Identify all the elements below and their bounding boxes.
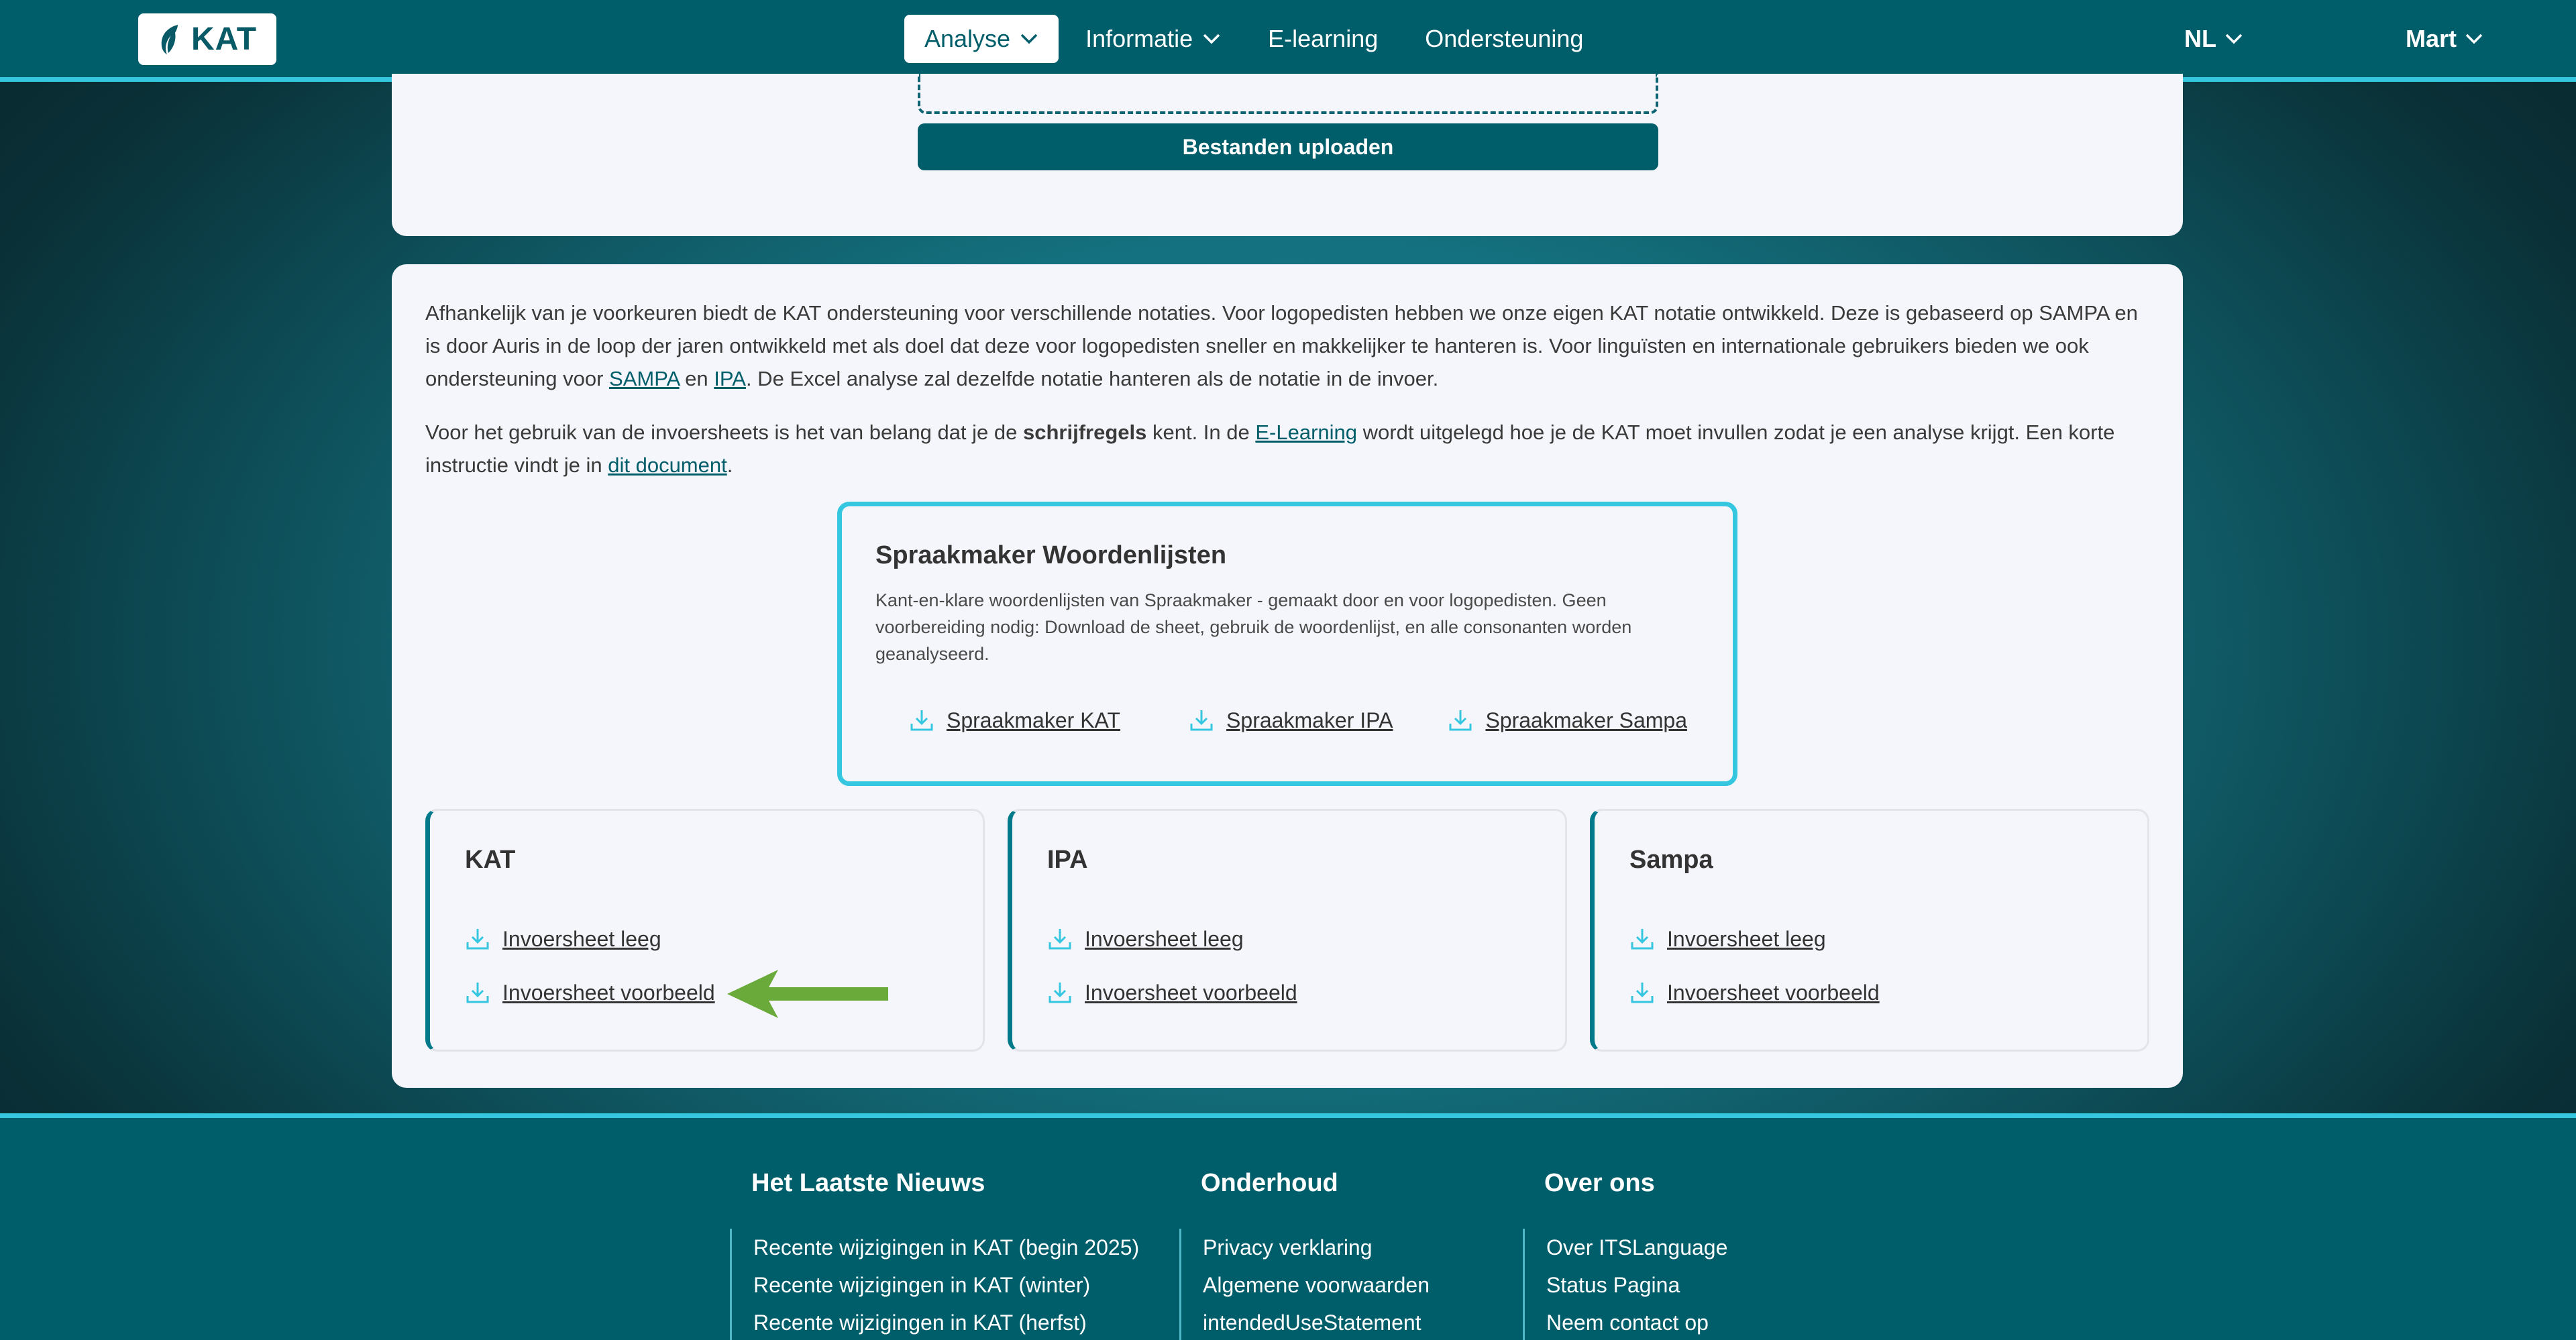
main-nav	[904, 15, 1610, 63]
download-link-label: Invoersheet voorbeeld	[1085, 980, 1297, 1005]
footer-heading: Het Laatste Nieuws	[751, 1169, 985, 1197]
kat-invoersheet-voorbeeld-link[interactable]	[465, 980, 715, 1005]
spraakmaker-title: Spraakmaker Woordenlijsten	[875, 541, 1227, 569]
footer-link[interactable]: Neem contact op	[1546, 1310, 1709, 1335]
nav-item-label: Analyse	[924, 25, 1011, 52]
footer-link[interactable]: Over ITSLanguage	[1546, 1235, 1728, 1260]
paragraph-text: Voor het gebruik van de invoersheets is het van belang dat je de	[425, 421, 1023, 444]
download-link-label: Invoersheet leeg	[502, 926, 661, 951]
kat-feather-logo-icon	[158, 23, 182, 56]
footer-link-list	[730, 1229, 1139, 1340]
green-arrow-left-icon	[727, 970, 888, 1018]
footer-link[interactable]: Algemene voorwaarden	[1203, 1273, 1430, 1297]
notation-info-card	[392, 264, 2183, 1088]
download-icon	[1629, 980, 1655, 1005]
ipa-notation-card	[1008, 809, 1567, 1052]
spraakmaker-sampa-download-link[interactable]	[1448, 708, 1687, 733]
footer-link-list	[1179, 1229, 1430, 1340]
paragraph-text: en	[679, 367, 714, 390]
footer-heading: Onderhoud	[1201, 1169, 1338, 1197]
upload-files-button[interactable]: Bestanden uploaden	[918, 123, 1658, 170]
footer-heading: Over ons	[1544, 1169, 1655, 1197]
paragraph-text: .	[727, 453, 733, 477]
spraakmaker-kat-download-link[interactable]	[909, 708, 1120, 733]
download-link-label: Spraakmaker Sampa	[1485, 708, 1688, 732]
nav-item-informatie[interactable]	[1065, 15, 1241, 63]
download-link-label: Invoersheet voorbeeld	[1667, 980, 1880, 1005]
nav-item-label: E-learning	[1268, 25, 1379, 52]
footer-column-maintenance	[1201, 1169, 1430, 1340]
footer-column-news	[751, 1169, 1139, 1340]
download-link-label: Spraakmaker IPA	[1226, 708, 1393, 732]
spraakmaker-ipa-download-link[interactable]	[1189, 708, 1393, 733]
download-icon	[1448, 708, 1473, 733]
nav-item-e-learning[interactable]	[1248, 15, 1398, 63]
logo-text: KAT	[191, 21, 258, 57]
footer-link[interactable]: Recente wijzigingen in KAT (begin 2025)	[753, 1235, 1140, 1260]
ipa-invoersheet-voorbeeld-link[interactable]	[1047, 980, 1297, 1005]
nav-item-label: Informatie	[1085, 25, 1193, 52]
user-name: Mart	[2406, 25, 2457, 52]
paragraph-text: Afhankelijk van je voorkeuren biedt de KAT ondersteuning voor verschillende notaties. Voor logopedisten hebben we onze eigen KAT notatie ontwikkeld. Deze is gebaseerd op SAMPA en is door Auris in de loop der jaren ontwikkeld met als doel dat deze voor logopedisten sneller en makkelijker te hanteren is. Voor linguïsten en internationale gebruikers bieden we ook ondersteuning voor	[425, 301, 2138, 390]
kat-invoersheet-leeg-link[interactable]	[465, 926, 661, 952]
download-link-label: Invoersheet leeg	[1085, 926, 1244, 951]
footer-link[interactable]: Recente wijzigingen in KAT (herfst)	[753, 1310, 1087, 1335]
ipa-link[interactable]: IPA	[714, 367, 746, 390]
notation-card-title: KAT	[465, 846, 516, 874]
instruction-document-link[interactable]: dit document	[608, 453, 727, 477]
download-icon	[1047, 980, 1073, 1005]
e-learning-link[interactable]: E-Learning	[1255, 421, 1358, 444]
top-navbar	[0, 0, 2576, 82]
notation-card-title: Sampa	[1629, 846, 1713, 874]
footer	[0, 1113, 2576, 1340]
chevron-down-icon	[2224, 33, 2243, 45]
sampa-notation-card	[1590, 809, 2149, 1052]
paragraph-text: . De Excel analyse zal dezelfde notatie hanteren als de notatie in de invoer.	[745, 367, 1439, 390]
language-selector[interactable]	[2184, 15, 2243, 63]
download-link-label: Invoersheet voorbeeld	[502, 980, 715, 1005]
upload-card	[392, 74, 2183, 236]
notation-intro-paragraph	[425, 296, 2156, 395]
footer-link[interactable]: Privacy verklaring	[1203, 1235, 1373, 1260]
download-link-label: Spraakmaker KAT	[947, 708, 1121, 732]
footer-link[interactable]: Status Pagina	[1546, 1273, 1680, 1297]
download-icon	[465, 926, 490, 952]
download-icon	[1189, 708, 1214, 733]
download-link-label: Invoersheet leeg	[1667, 926, 1826, 951]
sampa-invoersheet-leeg-link[interactable]	[1629, 926, 1826, 952]
chevron-down-icon	[1020, 33, 1038, 45]
kat-logo[interactable]	[138, 13, 276, 65]
user-menu[interactable]	[2406, 15, 2483, 63]
paragraph-text: kent. In de	[1146, 421, 1256, 444]
spraakmaker-download-links	[909, 708, 1687, 733]
sampa-link[interactable]: SAMPA	[609, 367, 680, 390]
nav-item-ondersteuning[interactable]	[1405, 15, 1603, 63]
ipa-invoersheet-leeg-link[interactable]	[1047, 926, 1244, 952]
file-dropzone[interactable]	[918, 74, 1658, 114]
chevron-down-icon	[2465, 33, 2483, 45]
paragraph-text: wordt uitgelegd hoe je de KAT moet invullen zodat je een analyse krijgt. Een korte instructie vindt je in	[425, 421, 2115, 477]
spraakmaker-description: Kant-en-klare woordenlijsten van Spraakmaker - gemaakt door en voor logopedisten. Geen voorbereiding nodig: Download de sheet, gebruik de woordenlijst, en alle consonanten worden geanalyseerd.	[875, 590, 1632, 664]
notation-card-title: IPA	[1047, 846, 1088, 874]
sampa-invoersheet-voorbeeld-link[interactable]	[1629, 980, 1880, 1005]
download-icon	[1629, 926, 1655, 952]
download-icon	[1047, 926, 1073, 952]
spraakmaker-wordlists-box	[837, 502, 1737, 786]
schrijfregels-bold: schrijfregels	[1023, 421, 1147, 444]
footer-column-about	[1544, 1169, 1727, 1340]
chevron-down-icon	[1202, 33, 1221, 45]
nav-item-label: Ondersteuning	[1425, 25, 1584, 52]
nav-item-analyse[interactable]	[904, 15, 1059, 63]
footer-link[interactable]: Recente wijzigingen in KAT (winter)	[753, 1273, 1091, 1297]
footer-link-list	[1523, 1229, 1727, 1340]
footer-link[interactable]: intendedUseStatement	[1203, 1310, 1421, 1335]
kat-notation-card	[425, 809, 985, 1052]
language-label: NL	[2184, 25, 2216, 52]
download-icon	[909, 708, 934, 733]
writing-rules-paragraph	[425, 416, 2156, 482]
download-icon	[465, 980, 490, 1005]
